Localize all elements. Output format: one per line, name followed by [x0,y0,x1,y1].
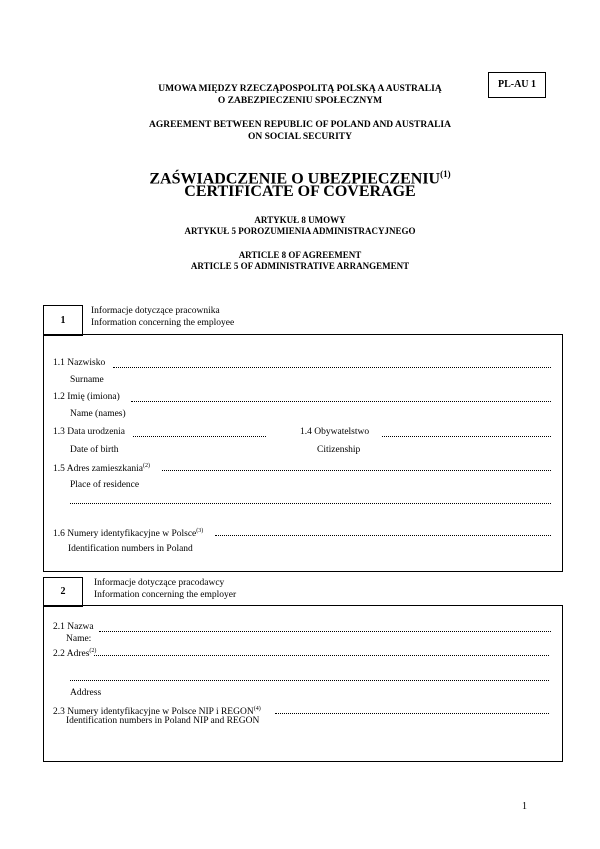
id-numbers-label-text: 1.6 Numery identyfikacyjne w Polsce [53,529,197,540]
citizenship-field[interactable] [382,436,551,437]
dob-label: 1.3 Data urodzenia [53,427,126,437]
id-numbers-label [53,525,203,540]
employer-ids-field[interactable] [275,713,549,714]
section2-title-en: Information concerning the employer [94,590,237,600]
surname-field[interactable] [113,367,551,368]
employer-name-en: Name: [66,634,92,644]
dob-field[interactable] [133,436,266,437]
sub-pl-line1: ARTYKUŁ 8 UMOWY [254,215,346,225]
section1-title-en: Information concerning the employee [91,318,235,328]
section2-number: 2 [43,577,83,607]
surname-label: 1.1 Nazwisko [53,358,106,368]
residence-footnote: (2) [142,463,150,469]
residence-label [53,460,150,475]
title-en: CERTIFICATE OF COVERAGE [184,183,416,200]
section1-number: 1 [43,305,83,336]
id-numbers-en: Identification numbers in Poland [68,544,193,554]
employer-address-label [53,645,96,660]
name-en: Name (names) [70,409,126,419]
header-pl-line1: UMOWA MIĘDZY RZECZĄPOSPOLITĄ POLSKĄ A AUSTRALIĄ [158,84,442,94]
residence-label-text: 1.5 Adres zamieszkania [53,464,143,475]
surname-en: Surname [70,375,104,385]
page-number: 1 [522,801,527,812]
employer-address-field-line2[interactable] [70,680,549,681]
name-label: 1.2 Imię (imiona) [53,392,120,402]
header-pl-line2: O ZABEZPIECZENIU SPOŁECZNYM [217,96,383,106]
citizenship-en: Citizenship [317,445,361,455]
sub-en-line2: ARTICLE 5 OF ADMINISTRATIVE ARRANGEMENT [190,261,410,271]
section2-title-pl: Informacje dotyczące pracodawcy [94,578,225,588]
dob-en: Date of birth [70,445,119,455]
section1-title-pl: Informacje dotyczące pracownika [91,306,220,316]
citizenship-label: 1.4 Obywatelstwo [300,427,370,437]
id-numbers-footnote: (3) [196,528,204,534]
employer-ids-label-text: 2.3 Numery identyfikacyjne w Polsce NIP i REGON [53,707,254,718]
id-numbers-field[interactable] [215,535,551,536]
employer-address-en: Address [70,688,102,698]
employer-name-label: 2.1 Nazwa [53,622,94,632]
employer-ids-en: Identification numbers in Poland NIP and REGON [66,716,260,726]
employer-address-footnote: (2) [89,648,97,654]
employer-address-label-text: 2.2 Adres [53,649,90,660]
sub-en-line1: ARTICLE 8 OF AGREEMENT [238,250,362,260]
sub-pl-line2: ARTYKUŁ 5 POROZUMIENIA ADMINISTRACYJNEGO [184,226,416,236]
header-en-line2: ON SOCIAL SECURITY [248,132,352,142]
name-field[interactable] [131,401,551,402]
employer-address-field[interactable] [94,655,549,656]
title-pl-text: ZAŚWIADCZENIE O UBEZPIECZENIU [149,170,441,188]
residence-en: Place of residence [70,480,140,490]
section2-box [43,605,563,762]
residence-field-line2[interactable] [70,503,551,504]
employer-name-field[interactable] [99,631,551,632]
residence-field[interactable] [162,470,551,471]
header-en-line1: AGREEMENT BETWEEN REPUBLIC OF POLAND AND AUSTRALIA [149,120,451,130]
title-footnote: (1) [440,169,451,179]
form-code: PL-AU 1 [488,72,546,98]
employer-ids-footnote: (4) [253,706,261,712]
